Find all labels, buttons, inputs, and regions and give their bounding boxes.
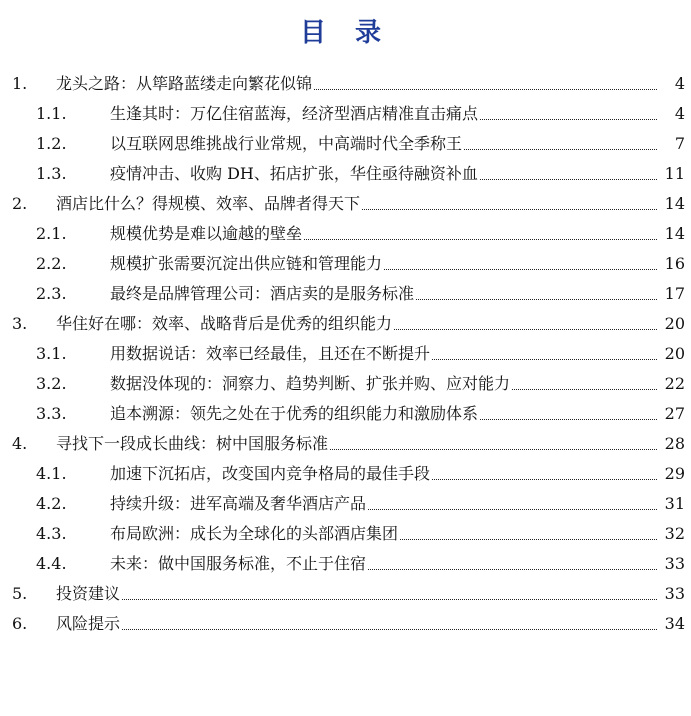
toc-entry-title-wrap	[56, 434, 657, 454]
toc-dot-leader	[362, 209, 657, 210]
toc-entry-title: 加速下沉拓店，改变国内竞争格局的最佳手段	[110, 464, 431, 483]
toc-entry-page-number: 33	[664, 584, 685, 603]
toc-entry-page-number: 4	[674, 74, 685, 93]
toc-entry-title: 华住好在哪：效率、战略背后是优秀的组织能力	[56, 314, 393, 333]
toc-entry[interactable]	[0, 578, 691, 608]
toc-entry-page-number: 4	[674, 104, 685, 123]
toc-entry-page-number: 34	[664, 614, 685, 633]
toc-entry-number: 6.	[12, 614, 28, 633]
toc-entry[interactable]	[0, 428, 691, 458]
toc-dot-leader	[480, 419, 657, 420]
toc-entry[interactable]	[0, 98, 691, 128]
toc-entry[interactable]	[0, 368, 691, 398]
toc-entry[interactable]	[0, 68, 691, 98]
toc-entry-number: 4.4.	[36, 554, 67, 573]
toc-entry-page-number: 28	[664, 434, 685, 453]
toc-dot-leader	[384, 269, 657, 270]
toc-entry[interactable]	[0, 188, 691, 218]
toc-entry-page-number: 29	[664, 464, 685, 483]
toc-entry-page-number: 27	[664, 404, 685, 423]
toc-dot-leader	[480, 119, 657, 120]
toc-entry-title-wrap	[110, 104, 657, 124]
toc-entry[interactable]	[0, 128, 691, 158]
toc-entry-number: 1.3.	[36, 164, 67, 183]
toc-dot-leader	[480, 179, 657, 180]
toc-entry-title-wrap	[110, 344, 657, 364]
toc-entry[interactable]	[0, 458, 691, 488]
toc-dot-leader	[512, 389, 657, 390]
toc-entry-number: 1.1.	[36, 104, 67, 123]
toc-entry[interactable]	[0, 158, 691, 188]
toc-entry-page-number: 33	[664, 554, 685, 573]
toc-entry-page-number: 32	[664, 524, 685, 543]
toc-dot-leader	[368, 509, 657, 510]
toc-dot-leader	[368, 569, 657, 570]
toc-entry-title-wrap	[56, 74, 657, 94]
toc-entry-title-wrap	[110, 164, 657, 184]
toc-entry-title: 龙头之路：从筚路蓝缕走向繁花似锦	[56, 74, 313, 93]
toc-entry-page-number: 16	[664, 254, 685, 273]
toc-entry-page-number: 31	[664, 494, 685, 513]
toc-title: 目 录	[299, 18, 392, 48]
toc-entry[interactable]	[0, 278, 691, 308]
toc-entry-number: 1.2.	[36, 134, 67, 153]
toc-entry-title: 疫情冲击、收购 DH、拓店扩张，华住亟待融资补血	[110, 164, 478, 183]
toc-entry-number: 4.1.	[36, 464, 67, 483]
toc-entry-title-wrap	[56, 194, 657, 214]
toc-entry-number: 4.3.	[36, 524, 67, 543]
toc-entry-title-wrap	[110, 254, 657, 274]
toc-entry-page-number: 14	[664, 224, 685, 243]
toc-entry-page-number: 11	[664, 164, 685, 183]
toc-entry-title: 追本溯源：领先之处在于优秀的组织能力和激励体系	[110, 404, 479, 423]
toc-entry-title: 生逢其时：万亿住宿蓝海，经济型酒店精准直击痛点	[110, 104, 479, 123]
toc-entry-title: 酒店比什么？得规模、效率、品牌者得天下	[56, 194, 361, 213]
toc-entry-title: 以互联网思维挑战行业常规，中高端时代全季称王	[110, 134, 463, 153]
toc-entry-number: 3.2.	[36, 374, 67, 393]
toc-entry-title-wrap	[110, 224, 657, 244]
toc-entry-title-wrap	[110, 374, 657, 394]
toc-entry-title: 风险提示	[56, 614, 121, 633]
toc-entry-title-wrap	[110, 284, 657, 304]
toc-dot-leader	[464, 149, 657, 150]
toc-entry-title-wrap	[56, 314, 657, 334]
toc-list	[0, 68, 691, 638]
toc-entry[interactable]	[0, 218, 691, 248]
toc-entry-title: 未来：做中国服务标准，不止于住宿	[110, 554, 367, 573]
toc-entry-title-wrap	[110, 404, 657, 424]
toc-entry-number: 5.	[12, 584, 28, 603]
toc-entry-title: 寻找下一段成长曲线：树中国服务标准	[56, 434, 329, 453]
toc-dot-leader	[432, 359, 657, 360]
toc-entry-title-wrap	[110, 494, 657, 514]
toc-entry-page-number: 20	[664, 314, 685, 333]
toc-entry-title: 用数据说话：效率已经最佳，且还在不断提升	[110, 344, 431, 363]
toc-entry-page-number: 20	[664, 344, 685, 363]
toc-entry-title-wrap	[56, 614, 657, 634]
toc-entry-number: 4.	[12, 434, 28, 453]
toc-entry-title: 规模优势是难以逾越的壁垒	[110, 224, 303, 243]
toc-dot-leader	[400, 539, 657, 540]
toc-entry-number: 3.1.	[36, 344, 67, 363]
toc-entry-number: 1.	[12, 74, 28, 93]
toc-entry-number: 3.3.	[36, 404, 67, 423]
toc-entry-number: 4.2.	[36, 494, 67, 513]
toc-entry[interactable]	[0, 338, 691, 368]
toc-entry-title: 投资建议	[56, 584, 121, 603]
toc-entry[interactable]	[0, 548, 691, 578]
toc-entry[interactable]	[0, 398, 691, 428]
toc-entry-title-wrap	[110, 554, 657, 574]
toc-dot-leader	[122, 599, 657, 600]
toc-entry[interactable]	[0, 608, 691, 638]
toc-entry-number: 2.3.	[36, 284, 67, 303]
toc-entry-number: 2.	[12, 194, 28, 213]
toc-entry-title: 规模扩张需要沉淀出供应链和管理能力	[110, 254, 383, 273]
toc-dot-leader	[304, 239, 657, 240]
toc-entry-number: 2.1.	[36, 224, 67, 243]
toc-entry-title-wrap	[110, 134, 657, 154]
toc-entry-page-number: 14	[664, 194, 685, 213]
toc-entry-page-number: 17	[664, 284, 685, 303]
toc-entry-title: 持续升级：进军高端及奢华酒店产品	[110, 494, 367, 513]
toc-entry-title-wrap	[56, 584, 657, 604]
toc-entry-title: 最终是品牌管理公司：酒店卖的是服务标准	[110, 284, 415, 303]
toc-dot-leader	[432, 479, 657, 480]
toc-entry[interactable]	[0, 518, 691, 548]
toc-dot-leader	[394, 329, 657, 330]
toc-entry-title-wrap	[110, 524, 657, 544]
toc-entry-title-wrap	[110, 464, 657, 484]
toc-entry[interactable]	[0, 248, 691, 278]
toc-entry-number: 2.2.	[36, 254, 67, 273]
toc-entry[interactable]	[0, 488, 691, 518]
toc-entry-title: 布局欧洲：成长为全球化的头部酒店集团	[110, 524, 399, 543]
toc-dot-leader	[330, 449, 657, 450]
toc-dot-leader	[416, 299, 657, 300]
toc-entry-title: 数据没体现的：洞察力、趋势判断、扩张并购、应对能力	[110, 374, 511, 393]
toc-entry[interactable]	[0, 308, 691, 338]
toc-dot-leader	[314, 89, 657, 90]
toc-entry-page-number: 7	[674, 134, 685, 153]
toc-dot-leader	[122, 629, 657, 630]
toc-entry-page-number: 22	[664, 374, 685, 393]
toc-entry-number: 3.	[12, 314, 28, 333]
